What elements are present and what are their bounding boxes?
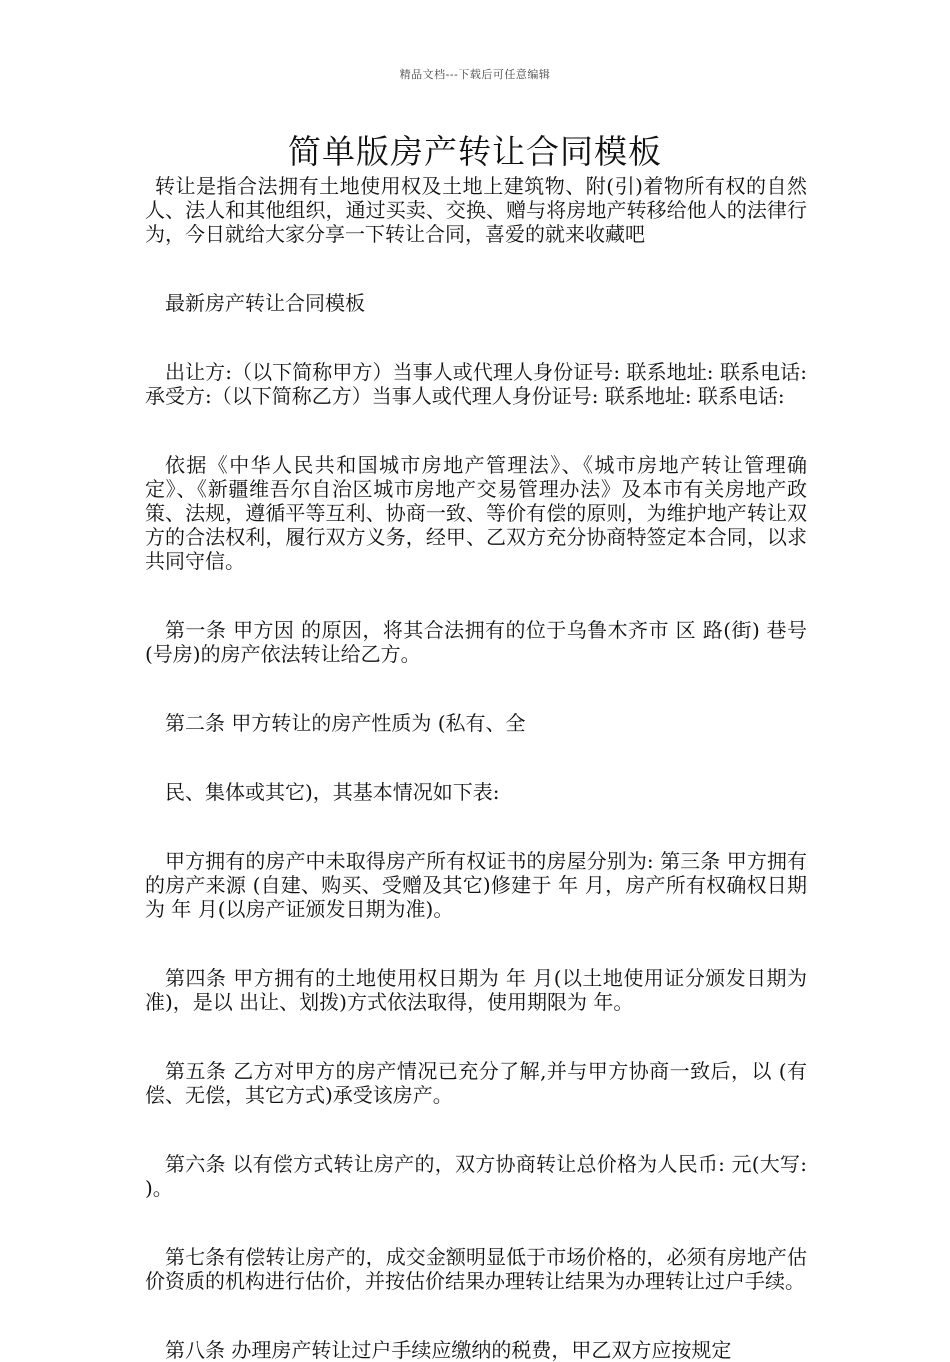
header-note: 精品文档---下载后可任意编辑 bbox=[399, 68, 551, 81]
intro-paragraph: 转让是指合法拥有土地使用权及土地上建筑物、附(引)着物所有权的自然人、法人和其他组织，通过买卖、交换、赠与将房地产转移给他人的法律行为，今日就给大家分享一下转让合同，喜爱的就来收藏吧 bbox=[145, 174, 807, 246]
article-2-continued: 民、集体或其它)，其基本情况如下表: bbox=[165, 780, 500, 804]
article-7: 第七条有偿转让房产的，成交金额明显低于市场价格的，必须有房地产估价资质的机构进行估价，并按估价结果办理转让结果为办理转让过户手续。 bbox=[145, 1245, 807, 1293]
article-1: 第一条 甲方因 的原因，将其合法拥有的位于乌鲁木齐市 区 路(街) 巷号 (号房)的房产依法转让给乙方。 bbox=[145, 618, 807, 666]
basis-paragraph: 依据《中华人民共和国城市房地产管理法》、《城市房地产转让管理确定》、《新疆维吾尔自治区城市房地产交易管理办法》及本市有关房地产政策、法规，遵循平等互利、协商一致、等价有偿的原则，为维护地产转让双方的合法权利，履行双方义务，经甲、乙双方充分协商特签定本合同，以求共同守信。 bbox=[145, 453, 807, 573]
article-6: 第六条 以有偿方式转让房产的，双方协商转让总价格为人民币: 元(大写: )。 bbox=[145, 1152, 807, 1200]
article-2: 第二条 甲方转让的房产性质为 (私有、全 bbox=[165, 711, 526, 735]
article-8: 第八条 办理房产转让过户手续应缴纳的税费，甲乙双方应按规定 bbox=[165, 1338, 732, 1362]
article-3: 甲方拥有的房产中未取得房产所有权证书的房屋分别为: 第三条 甲方拥有的房产来源 (自建、购买、受赠及其它)修建于 年 月，房产所有权确权日期为 年 月(以房产证颁发日期为准)。 bbox=[145, 849, 807, 921]
article-5: 第五条 乙方对甲方的房产情况已充分了解,并与甲方协商一致后，以 (有偿、无偿，其它方式)承受该房产。 bbox=[145, 1059, 807, 1107]
section-heading: 最新房产转让合同模板 bbox=[165, 291, 365, 315]
document-body bbox=[145, 174, 807, 1362]
parties-paragraph: 出让方:（以下简称甲方）当事人或代理人身份证号: 联系地址: 联系电话: 承受方:（以下简称乙方）当事人或代理人身份证号: 联系地址: 联系电话: bbox=[145, 360, 807, 408]
article-4: 第四条 甲方拥有的土地使用权日期为 年 月(以土地使用证分颁发日期为准)，是以 出让、划拨)方式依法取得，使用期限为 年。 bbox=[145, 966, 807, 1014]
document-title: 简单版房产转让合同模板 bbox=[288, 132, 662, 171]
